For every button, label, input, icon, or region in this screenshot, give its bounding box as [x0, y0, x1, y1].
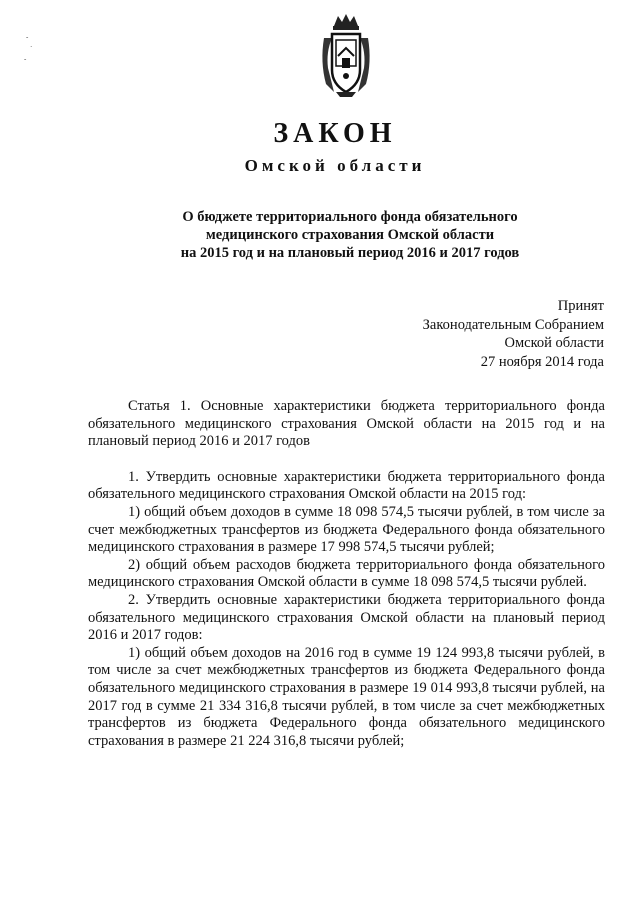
paragraph: 2) общий объем расходов бюджета территориального фонда обязательного медицинского страхования Омской области в сумме 18 098 574,5 тысячи рублей. — [88, 556, 605, 591]
article-heading: Статья 1. Основные характеристики бюджета территориального фонда обязательного медицинского страхования Омской области на 2015 год и на плановый период 2016 и 2017 годов — [88, 398, 605, 450]
paragraph: 2. Утвердить основные характеристики бюджета территориального фонда обязательного медицинского страхования Омской области на плановый период 2016 и 2017 годов: — [88, 591, 605, 644]
law-name-line: О бюджете территориального фонда обязательного — [182, 209, 518, 225]
adoption-block — [423, 297, 604, 371]
paragraph: 1) общий объем доходов на 2016 год в сумме 19 124 993,8 тысячи рублей, в том числе за счет межбюджетных трансфертов из бюджета Федерального фонда обязательного медицинского страхования в размере 19 014 993,8 тысячи рублей, на 2017 год в сумме 21 334 316,8 тысячи рублей, в том числе за счет межбюджетных трансфертов из бюджета Федерального фонда обязательного медицинского страхования в размере 21 224 316,8 тысячи рублей; — [88, 644, 605, 749]
adoption-date: 27 ноября 2014 года — [480, 353, 604, 370]
document-body — [88, 398, 605, 750]
law-name-line: медицинского страхования Омской области — [205, 227, 495, 243]
scan-mark: - — [26, 33, 29, 41]
document-subtitle: Омской области — [244, 156, 426, 175]
adoption-line: Законодательным Собранием — [422, 316, 604, 333]
coat-of-arms-emblem — [316, 12, 376, 98]
scan-mark: · — [30, 43, 33, 51]
paragraph: 1) общий объем доходов в сумме 18 098 574,5 тысячи рублей, в том числе за счет межбюджетных трансфертов из бюджета Федерального фонда обязательного медицинского страхования в размере 17 998 574,5 тысячи рублей; — [88, 503, 605, 556]
document-title: ЗАКОН — [273, 118, 397, 149]
law-name — [150, 208, 550, 262]
law-name-line: на 2015 год и на плановый период 2016 и 2017 годов — [180, 245, 520, 261]
scan-mark: - — [24, 55, 27, 63]
adoption-line: Принят — [557, 298, 604, 314]
paragraph: 1. Утвердить основные характеристики бюджета территориального фонда обязательного медицинского страхования Омской области на 2015 год: — [88, 468, 605, 503]
adoption-line: Омской области — [504, 335, 604, 351]
